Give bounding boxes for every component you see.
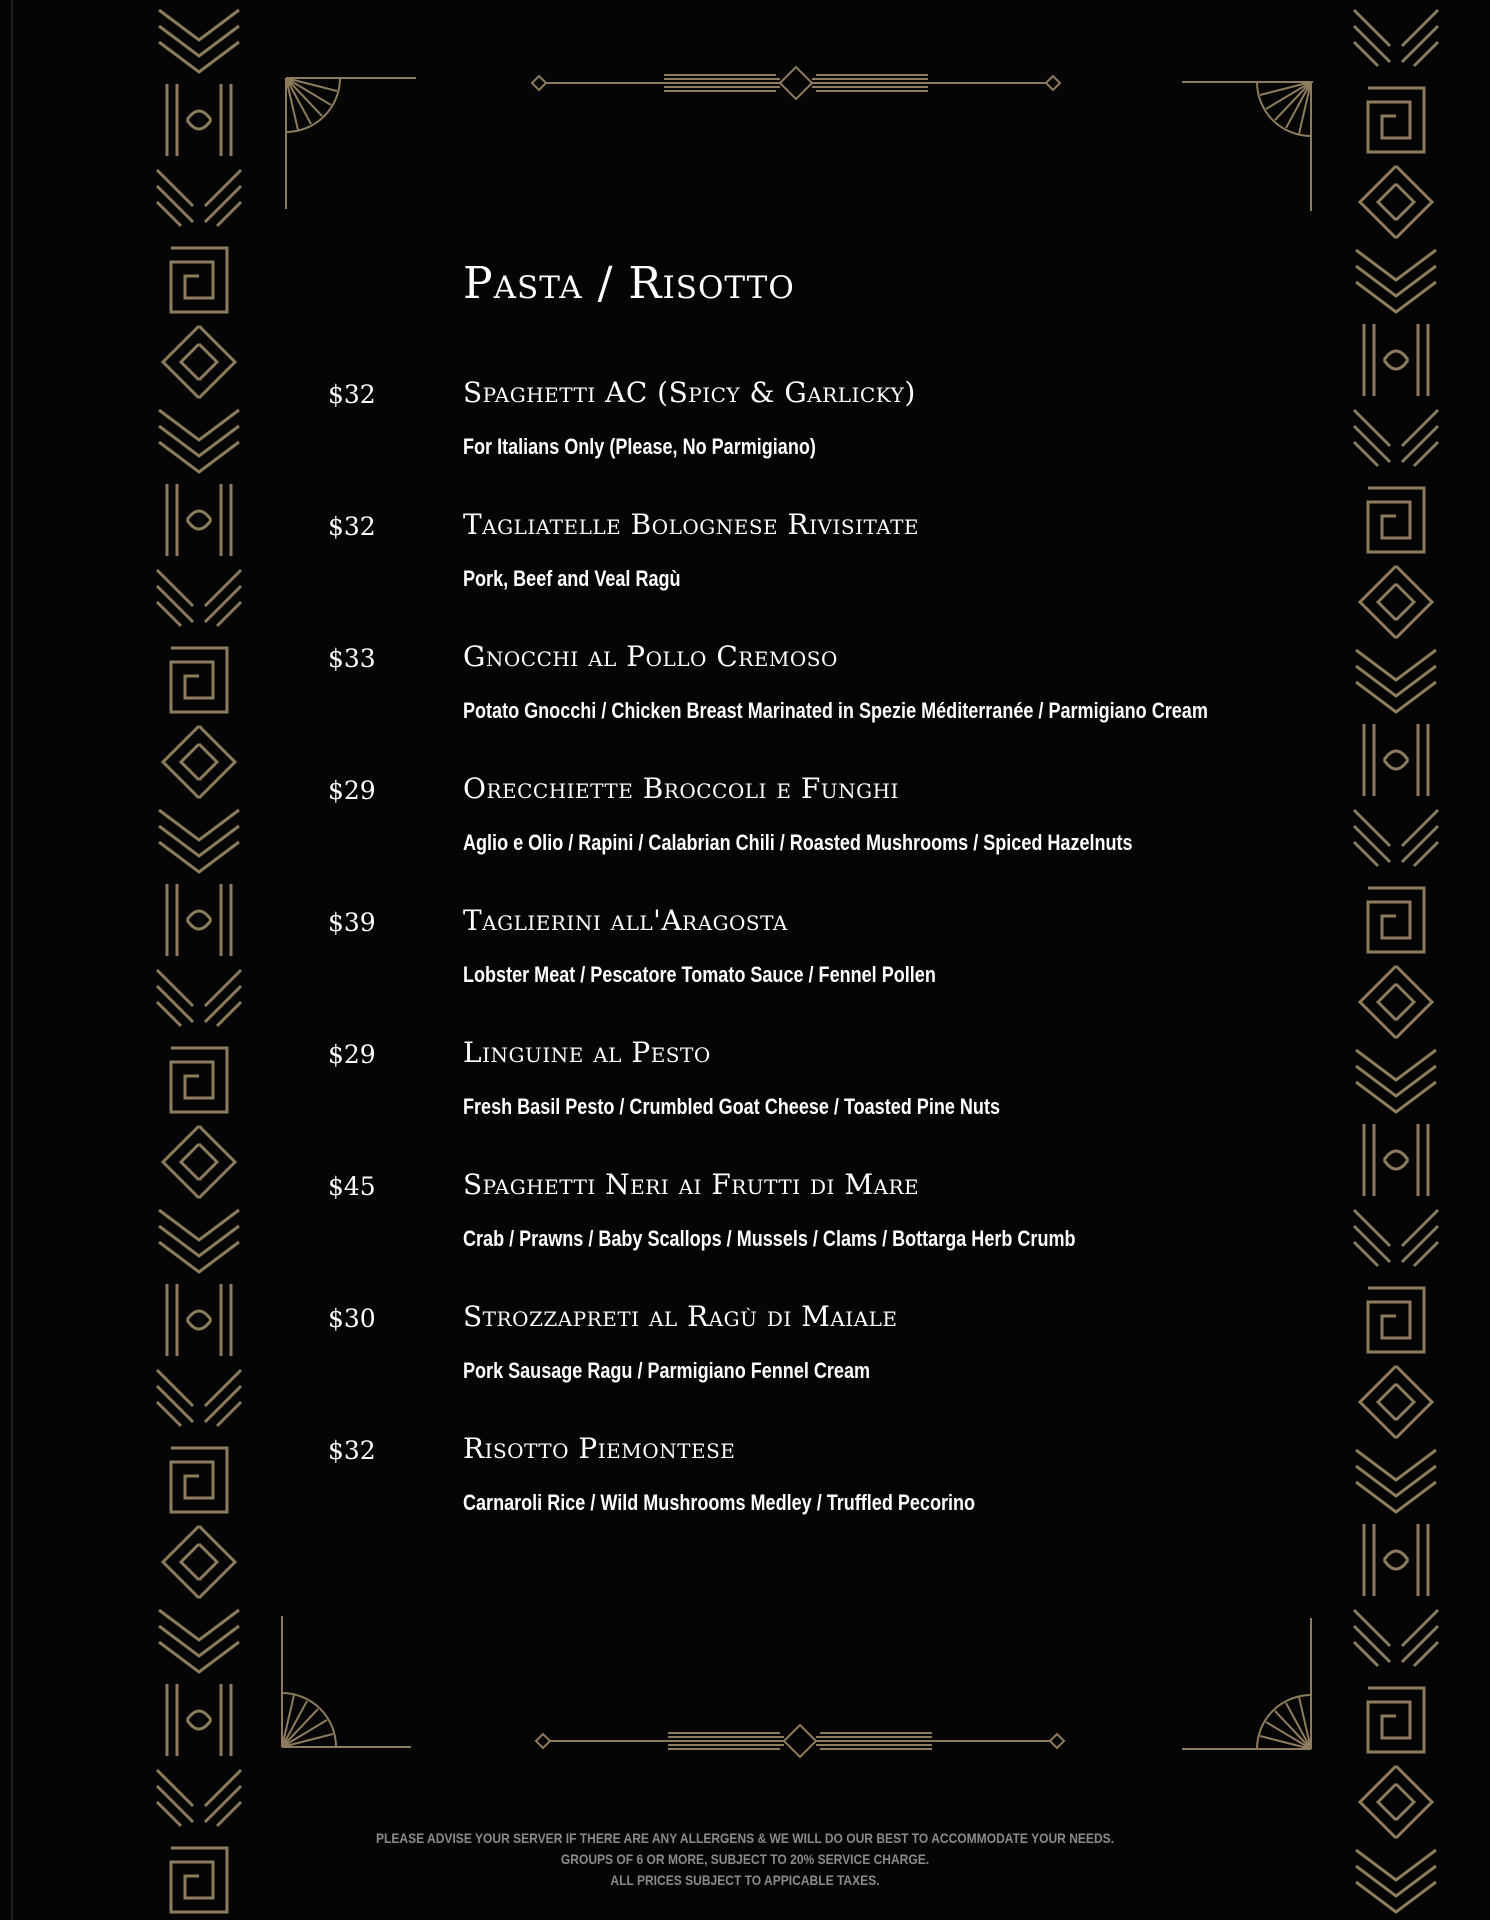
item-price: $32 (328, 1436, 376, 1465)
item-name: Spaghetti AC (Spicy & Garlicky) (463, 376, 916, 409)
notice-line: GROUPS OF 6 OR MORE, SUBJECT TO 20% SERVICE CHARGE. (560, 1851, 930, 1867)
menu-item (0, 1300, 1490, 1436)
bottom-right-fan-corner-icon (1180, 1618, 1315, 1753)
menu-item (0, 508, 1490, 644)
notice-line: PLEASE ADVISE YOUR SERVER IF THERE ARE ANY ALLERGENS & WE WILL DO OUR BEST TO ACCOMMODATE YOUR NEEDS. (375, 1830, 1115, 1846)
item-price: $33 (328, 644, 376, 673)
top-diamond-divider-icon (530, 64, 1062, 102)
allergen-notice (0, 1828, 1490, 1891)
menu-item (0, 1036, 1490, 1172)
menu-item (0, 376, 1490, 512)
item-name: Gnocchi al Pollo Cremoso (463, 640, 838, 673)
bottom-diamond-divider-icon (534, 1722, 1066, 1760)
menu-item (0, 904, 1490, 1040)
item-price: $39 (328, 908, 376, 937)
notice-line: ALL PRICES SUBJECT TO APPICABLE TAXES. (610, 1872, 880, 1888)
item-name: Linguine al Pesto (463, 1036, 711, 1069)
top-right-fan-corner-icon (1180, 80, 1315, 215)
item-name: Orecchiette Broccoli e Funghi (463, 772, 899, 805)
section-title: Pasta / Risotto (463, 258, 795, 309)
item-price: $30 (328, 1304, 376, 1333)
item-description: For Italians Only (Please, No Parmigiano) (463, 434, 816, 459)
item-description: Crab / Prawns / Baby Scallops / Mussels / Clams / Bottarga Herb Crumb (463, 1226, 1076, 1251)
item-description: Lobster Meat / Pescatore Tomato Sauce / Fennel Pollen (463, 962, 936, 987)
menu-item (0, 1432, 1490, 1568)
item-price: $32 (328, 380, 376, 409)
item-price: $45 (328, 1172, 376, 1201)
item-price: $32 (328, 512, 376, 541)
item-description: Pork Sausage Ragu / Parmigiano Fennel Cream (463, 1358, 871, 1383)
bottom-left-fan-corner-icon (280, 1616, 415, 1751)
item-description: Pork, Beef and Veal Ragù (463, 566, 681, 591)
item-description: Carnaroli Rice / Wild Mushrooms Medley / Truffled Pecorino (463, 1490, 976, 1515)
menu-item (0, 640, 1490, 776)
item-name: Taglierini all'Aragosta (463, 904, 788, 937)
menu-item (0, 772, 1490, 908)
item-description: Aglio e Olio / Rapini / Calabrian Chili / Roasted Mushrooms / Spiced Hazelnuts (463, 830, 1133, 855)
top-left-fan-corner-icon (284, 76, 419, 211)
menu-item (0, 1168, 1490, 1304)
item-name: Spaghetti Neri ai Frutti di Mare (463, 1168, 920, 1201)
item-name: Strozzapreti al Ragù di Maiale (463, 1300, 898, 1333)
item-name: Tagliatelle Bolognese Rivisitate (463, 508, 920, 541)
item-name: Risotto Piemontese (463, 1432, 736, 1465)
item-description: Potato Gnocchi / Chicken Breast Marinated in Spezie Méditerranée / Parmigiano Cream (463, 698, 1208, 723)
item-price: $29 (328, 1040, 376, 1069)
item-description: Fresh Basil Pesto / Crumbled Goat Cheese / Toasted Pine Nuts (463, 1094, 1000, 1119)
item-price: $29 (328, 776, 376, 805)
